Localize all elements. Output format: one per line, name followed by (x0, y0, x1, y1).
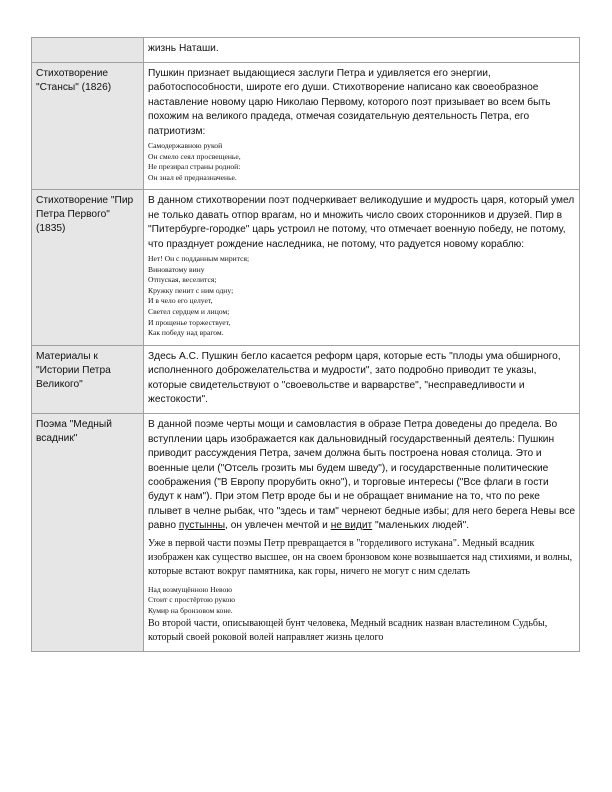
work-title-cell: Поэма "Медный всадник" (32, 414, 144, 652)
description-cell (144, 38, 580, 63)
table-row (32, 38, 580, 63)
verse-line: Кумир на бронзовом коне. (148, 606, 233, 616)
verse-line: И в чело его целует, (148, 296, 213, 306)
literature-table (31, 37, 580, 652)
work-title-cell: Стихотворение "Пир Петра Первого" (1835) (32, 190, 144, 345)
description-text-serif: Во второй части, описывающей бунт человека, Медный всадник назван властелином Судьбы, который своей роковой волей направляет жизнь целого (148, 617, 548, 644)
underlined-word: пустынны (178, 520, 226, 532)
description-cell (144, 190, 580, 345)
description-text: жизнь Наташи. (148, 43, 219, 54)
document-page (31, 37, 580, 652)
verse-line: И прощенье торжествует, (148, 317, 231, 327)
verse-quote (148, 585, 575, 617)
table-row (32, 414, 580, 652)
description-text-serif: Уже в первой части поэмы Петр превращается в "горделивого истукана". Медный всадник изображен как существо высшее, он на своем бронзовом коне возвышается над стихиями, и волны, которые встают вокруг памятника, как горы, ничего не могут с ним сделать (148, 537, 573, 578)
verse-line: Не презирал страны родной: (148, 162, 241, 172)
verse-quote (148, 254, 575, 339)
description-text: Здесь А.С. Пушкин бегло касается реформ царя, которые есть "плоды ума обширного, исполненного доброжелательства и мудрости", зато подробно приводит те указы, которые свидетельствуют о "своевольстве и варварстве", "несправедливости и жестокости". (148, 350, 561, 405)
underlined-word: не видит (330, 520, 373, 532)
verse-line: Кружку пенит с ним одну; (148, 285, 234, 295)
verse-line: Самодержавною рукой (148, 141, 223, 151)
verse-line: Как победу над врагом. (148, 328, 224, 338)
description-cell (144, 345, 580, 414)
table-row (32, 345, 580, 414)
verse-line: Светел сердцем и лицом; (148, 307, 230, 316)
verse-line: Нет! Он с подданным мирится; (148, 254, 250, 264)
description-text: В данном стихотворении поэт подчеркивает великодушие и мудрость царя, который умел не только давать отпор врагам, но и множить число своих сторонников и друзей. Пир в "Питербурге-городке" царь устроил не потому, что отмечает военную победу, не потому, что празднует рождение наследника, не потому, что радуется новому кораблю: (148, 195, 575, 250)
work-title-cell: Стихотворение "Стансы" (1826) (32, 63, 144, 190)
text-span: В данной поэме черты мощи и самовластия в образе Петра доведены до предела. Во вступлении царь изображается как дальновидный государственный деятель: Пушкин приводит рассуждения Петра, зачем должна быть построена новая столица. Это и военные цели ("Отсель грозить мы будем шведу"), и государственные политические соображения ("В Европу прорубить окно"), и торговые интересы ("Все флаги в гости будут к нам"). При этом Петр вроде бы и не обращает внимание на то, что по реке плывет в челне рыбак, что "здесь и там" чернеют бедные избы; для него берега Невы все равно (148, 419, 575, 532)
description-text: Пушкин признает выдающиеся заслуги Петра и удивляется его энергии, работоспособности, широте его души. Стихотворение написано как своеобразное наставление новому царю Николаю Первому, которого поэт призывает во всем быть похожим на великого прадеда, отмечая созидательную деятельность Петра, его патриотизм: (148, 68, 551, 137)
verse-quote (148, 141, 575, 183)
verse-line: Отпуская, веселится; (148, 275, 217, 285)
work-title-cell: Материалы к "Истории Петра Великого" (32, 345, 144, 414)
text-span: , он увлечен мечтой и (225, 520, 331, 532)
table-row (32, 63, 580, 190)
verse-line: Он смело сеял просвещенье, (148, 151, 241, 161)
text-span: "маленьких людей". (372, 520, 470, 532)
description-cell (144, 63, 580, 190)
description-cell (144, 414, 580, 652)
verse-line: Виноватому вину (148, 264, 205, 274)
verse-line: Стоит с простёртою рукою (148, 595, 235, 605)
verse-line: Он знал её предназначенье. (148, 172, 237, 182)
table-row (32, 190, 580, 345)
work-title-cell (32, 38, 144, 63)
description-text (148, 418, 575, 533)
verse-line: Над возмущённою Невою (148, 584, 233, 594)
